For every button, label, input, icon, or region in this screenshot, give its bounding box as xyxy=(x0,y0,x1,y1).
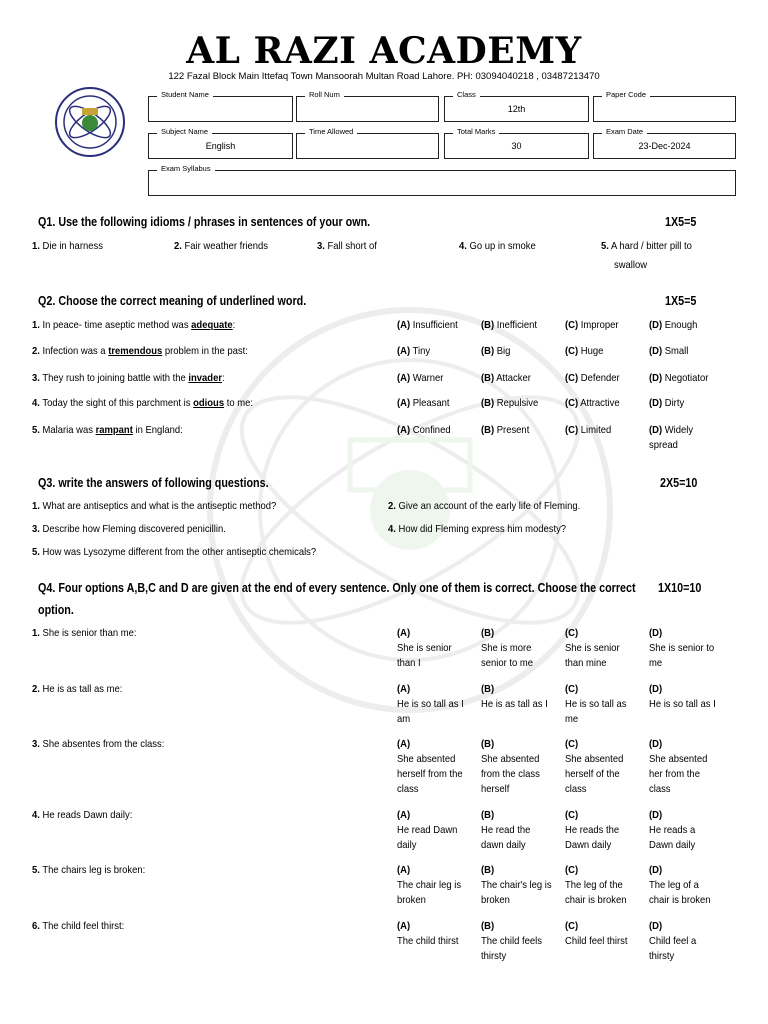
q4-item: 4. He reads Dawn daily: xyxy=(32,809,133,821)
q2-option: (A) Warner xyxy=(397,372,444,384)
roll-num-field[interactable]: Roll Num xyxy=(296,96,439,122)
q4-item: 3. She absentes from the class: xyxy=(32,738,165,750)
q3-item: 5. How was Lysozyme different from the other antiseptic chemicals? xyxy=(32,546,317,558)
q3-item: 3. Describe how Fleming discovered penicillin. xyxy=(32,523,226,535)
q4-option: (D) She absented her from the class xyxy=(649,738,708,795)
q4-item: 1. She is senior than me: xyxy=(32,627,137,639)
q3-title: Q3. write the answers of following questions. xyxy=(38,476,269,490)
total-marks-field[interactable]: Total Marks 30 xyxy=(444,133,589,159)
q4-option: (C) The leg of the chair is broken xyxy=(565,864,627,906)
q2-option: (D) Small xyxy=(649,345,689,357)
q2-item: 3. They rush to joining battle with the invader: xyxy=(32,372,225,384)
q4-option: (B) The chair's leg is broken xyxy=(481,864,552,906)
q4-option: (D) Child feel a thirsty xyxy=(649,920,697,962)
q4-option: (A) She absented herself from the class xyxy=(397,738,463,795)
q2-option: (D) Negotiator xyxy=(649,372,709,384)
q1-item: 4. Go up in smoke xyxy=(459,240,536,252)
q4-option: (D) She is senior to me xyxy=(649,627,715,669)
q4-option: (C) He reads the Dawn daily xyxy=(565,809,620,851)
q2-item: 4. Today the sight of this parchment is odious to me: xyxy=(32,397,253,409)
q4-title-continued: option. xyxy=(38,603,74,617)
q2-option: (A) Insufficient xyxy=(397,319,458,331)
q4-marks: 1X10=10 xyxy=(658,581,702,595)
q2-option: (B) Big xyxy=(481,345,511,357)
q3-marks: 2X5=10 xyxy=(660,476,698,490)
paper-code-field[interactable]: Paper Code xyxy=(593,96,736,122)
q4-option: (A) The child thirst xyxy=(397,920,459,947)
class-field[interactable]: Class 12th xyxy=(444,96,589,122)
q4-option: (B) The child feels thirsty xyxy=(481,920,542,962)
exam-date-field[interactable]: Exam Date 23-Dec-2024 xyxy=(593,133,736,159)
q2-option: (C) Attractive xyxy=(565,397,620,409)
q2-marks: 1X5=5 xyxy=(665,294,697,308)
q4-option: (C) She is senior than mine xyxy=(565,627,620,669)
q2-option: (B) Present xyxy=(481,424,530,436)
q1-item: 2. Fair weather friends xyxy=(174,240,269,252)
q4-item: 6. The child feel thirst: xyxy=(32,920,125,932)
q1-marks: 1X5=5 xyxy=(665,215,697,229)
q4-option: (B) He is as tall as I xyxy=(481,683,548,710)
q2-option: (B) Attacker xyxy=(481,372,531,384)
q2-title: Q2. Choose the correct meaning of underlined word. xyxy=(38,294,307,308)
q2-option: (D) Enough xyxy=(649,319,698,331)
q2-item: 5. Malaria was rampant in England: xyxy=(32,424,183,436)
q4-item: 5. The chairs leg is broken: xyxy=(32,864,146,876)
academy-logo-icon xyxy=(54,86,126,158)
q2-option: (A) Confined xyxy=(397,424,451,436)
q4-option: (C) He is so tall as me xyxy=(565,683,627,725)
q2-option: (C) Defender xyxy=(565,372,620,384)
q4-option: (A) He is so tall as I am xyxy=(397,683,464,725)
q4-option: (B) She absented from the class herself xyxy=(481,738,540,795)
subject-name-field[interactable]: Subject Name English xyxy=(148,133,293,159)
q4-option: (A) The chair leg is broken xyxy=(397,864,462,906)
q2-item: 2. Infection was a tremendous problem in the past: xyxy=(32,345,248,357)
q1-item-continued: swallow xyxy=(614,259,648,271)
q3-item: 2. Give an account of the early life of Fleming. xyxy=(388,500,581,512)
q4-option: (B) She is more senior to me xyxy=(481,627,534,669)
exam-syllabus-field[interactable]: Exam Syllabus xyxy=(148,170,736,196)
q2-option: (C) Improper xyxy=(565,319,619,331)
q4-option: (D) The leg of a chair is broken xyxy=(649,864,711,906)
q1-item: 5. A hard / bitter pill to xyxy=(601,240,692,252)
q2-option: (D) Widely spread xyxy=(649,424,694,451)
q4-item: 2. He is as tall as me: xyxy=(32,683,123,695)
q4-option: (C) She absented herself of the class xyxy=(565,738,624,795)
q2-option: (A) Pleasant xyxy=(397,397,450,409)
q2-option: (A) Tiny xyxy=(397,345,431,357)
q4-option: (B) He read the dawn daily xyxy=(481,809,531,851)
academy-address: 122 Fazal Block Main Ittefaq Town Mansoorah Multan Road Lahore. PH: 03094040218 , 03487213470 xyxy=(168,71,600,82)
q3-item: 1. What are antiseptics and what is the antiseptic method? xyxy=(32,500,277,512)
q4-option: (A) He read Dawn daily xyxy=(397,809,458,851)
q2-item: 1. In peace- time aseptic method was adequate: xyxy=(32,319,236,331)
student-name-field[interactable]: Student Name xyxy=(148,96,293,122)
academy-title: AL RAZI ACADEMY xyxy=(186,30,582,72)
q2-option: (C) Huge xyxy=(565,345,604,357)
q1-item: 3. Fall short of xyxy=(317,240,377,252)
q1-title: Q1. Use the following idioms / phrases in sentences of your own. xyxy=(38,215,371,229)
q2-option: (D) Dirty xyxy=(649,397,685,409)
q4-option: (D) He reads a Dawn daily xyxy=(649,809,696,851)
q2-option: (B) Inefficient xyxy=(481,319,538,331)
q4-option: (C) Child feel thirst xyxy=(565,920,628,947)
q1-item: 1. Die in harness xyxy=(32,240,103,252)
q4-option: (A) She is senior than I xyxy=(397,627,452,669)
q3-item: 4. How did Fleming express him modesty? xyxy=(388,523,567,535)
q4-option: (D) He is so tall as I xyxy=(649,683,716,710)
q4-title: Q4. Four options A,B,C and D are given at the end of every sentence. Only one of them is correct. Choose the correct xyxy=(38,581,636,595)
q2-option: (B) Repulsive xyxy=(481,397,539,409)
q2-option: (C) Limited xyxy=(565,424,612,436)
time-allowed-field[interactable]: Time Allowed xyxy=(296,133,439,159)
